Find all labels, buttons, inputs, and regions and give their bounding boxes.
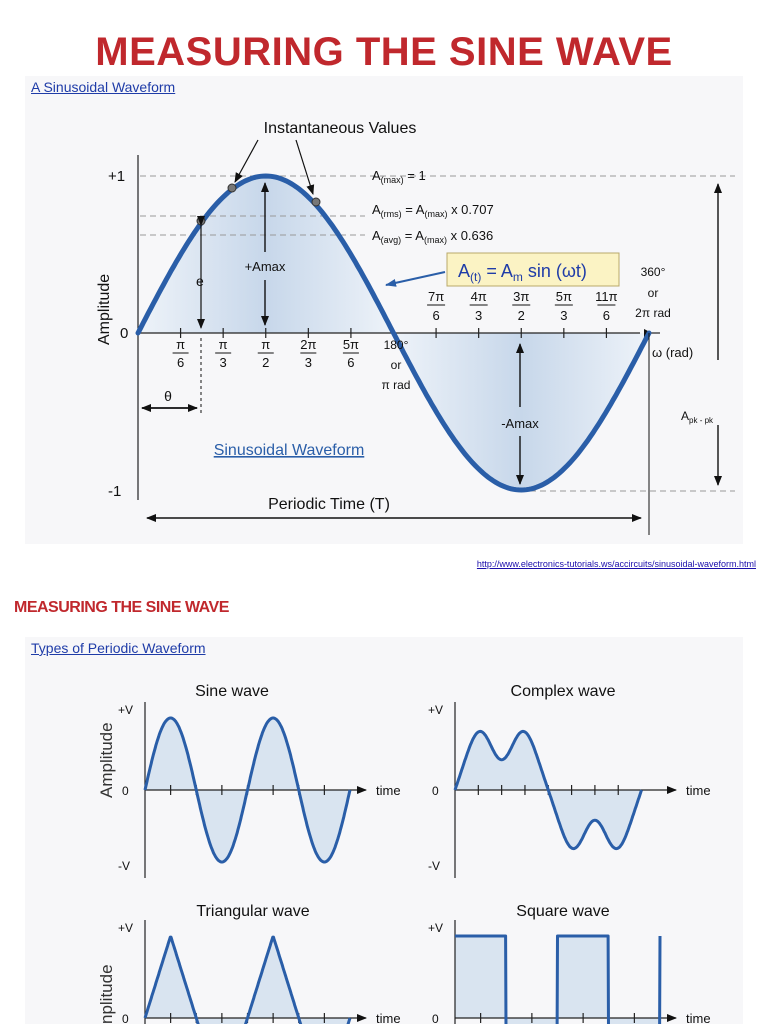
source-link[interactable]: http://www.electronics-tutorials.ws/accircuits/sinusoidal-waveform.html [476, 559, 756, 569]
label-pi-rad: π rad [381, 378, 411, 392]
formula-text: $A_{(t)} = A_m$ sin (ωt) [458, 261, 587, 284]
tick-pos-den-1: 6 [176, 355, 185, 370]
wave-zero-label-3: 0 [432, 1012, 439, 1024]
tick-pos-num-5: 5π [342, 337, 360, 352]
wave-title-2: Triangular wave [196, 903, 310, 920]
positive-half-fill [138, 176, 394, 333]
wave-title-3: Square wave [516, 903, 610, 920]
waveform-types-diagram [0, 640, 768, 1024]
wave-zero-label-2: 0 [122, 1012, 129, 1024]
y-label-zero: 0 [120, 325, 129, 342]
arms-formula: $A_{(rms)} = A_{(max)}$ x 0.707 [372, 202, 494, 219]
triangular-wave-plot [118, 903, 401, 1024]
slide1-title: MEASURING THE SINE WAVE [95, 30, 673, 74]
label-360deg: 360° [640, 265, 666, 279]
tick-pos-num-2: π [218, 337, 228, 352]
sinusoidal-waveform-link[interactable]: A Sinusoidal Waveform [31, 79, 176, 95]
tick-neg-num-2: 4π [470, 289, 487, 304]
square-wave-plot [428, 903, 711, 1024]
wave-pos-label-2: +V [118, 921, 134, 935]
apk-pk-label: $A_{pk - pk}$ [681, 409, 714, 425]
wave-pos-label-0: +V [118, 703, 134, 717]
wave-pos-label-3: +V [428, 921, 444, 935]
tick-neg-den-1: 6 [432, 308, 440, 323]
tick-neg-num-1: 7π [427, 289, 445, 304]
minus-amax-label: -Amax [501, 416, 539, 431]
tick-pos-den-4: 3 [304, 355, 312, 370]
tick-neg-den-3: 2 [517, 308, 525, 323]
wave-title-0: Sine wave [195, 683, 269, 700]
tick-pos-num-4: 2π [300, 337, 317, 352]
label-2pi-rad: 2π rad [635, 306, 671, 320]
label-or-2: or [647, 286, 659, 300]
instantaneous-point-2 [228, 184, 236, 192]
plus-amax-label: +Amax [244, 259, 286, 274]
tick-neg-num-5: 11π [595, 289, 618, 304]
amplitude-label-2: nplitude [97, 964, 116, 1024]
wave-time-label-0: time [376, 783, 401, 798]
tick-neg-num-4: 5π [555, 289, 572, 304]
slide2-title: MEASURING THE SINE WAVE [14, 599, 229, 616]
amplitude-axis-label: Amplitude [96, 273, 113, 345]
e-label: e [196, 273, 204, 289]
instantaneous-point-3 [312, 198, 320, 206]
wave-pos-label-1: +V [428, 703, 444, 717]
wave-neg-label-1: -V [428, 859, 440, 873]
label-180deg: 180° [383, 338, 409, 352]
y-label-minus1: -1 [108, 483, 122, 500]
wave-time-label-2: time [376, 1011, 401, 1024]
aavg-formula: $A_{(avg)} = A_{(max)}$ x 0.636 [372, 228, 494, 245]
omega-rad-label: ω (rad) [652, 345, 694, 360]
amplitude-label-1: Amplitude [97, 722, 116, 798]
wave-neg-label-0: -V [118, 859, 130, 873]
instantaneous-point-1 [197, 217, 205, 225]
types-of-periodic-waveform-link[interactable]: Types of Periodic Waveform [31, 640, 206, 656]
wave-time-label-1: time [686, 783, 711, 798]
wave-zero-label-0: 0 [122, 784, 129, 798]
tick-neg-num-3: 3π [513, 289, 530, 304]
label-or-1: or [390, 358, 402, 372]
tick-pos-den-2: 3 [219, 355, 227, 370]
complex-wave-plot [428, 683, 711, 878]
tick-pos-den-5: 6 [347, 355, 355, 370]
periodic-time-label: Periodic Time (T) [268, 496, 390, 513]
instantaneous-values-label: Instantaneous Values [263, 120, 417, 137]
tick-neg-den-4: 3 [560, 308, 568, 323]
theta-label: θ [164, 388, 172, 404]
wave-zero-label-1: 0 [432, 784, 439, 798]
amax-formula: $A_{(max)} = 1$ [372, 168, 426, 185]
tick-pos-num-1: π [176, 337, 186, 352]
tick-pos-num-3: π [261, 337, 271, 352]
tick-neg-den-2: 3 [475, 308, 483, 323]
negative-half-fill [394, 333, 650, 490]
tick-pos-den-3: 2 [262, 355, 270, 370]
y-label-plus1: +1 [108, 168, 126, 185]
tick-neg-den-5: 6 [602, 308, 611, 323]
sine-wave-plot [118, 683, 401, 878]
wave-title-1: Complex wave [510, 683, 616, 700]
sinusoidal-waveform-caption: Sinusoidal Waveform [213, 442, 365, 459]
wave-time-label-3: time [686, 1011, 711, 1024]
